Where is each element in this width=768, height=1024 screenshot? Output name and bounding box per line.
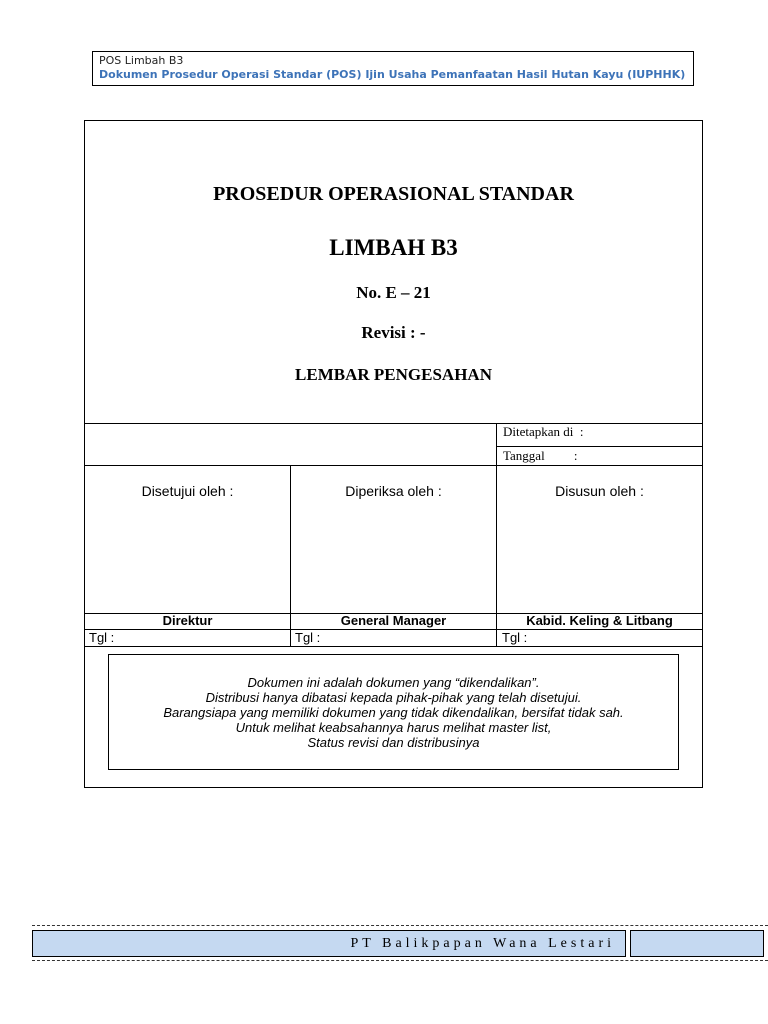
revision-label: Revisi : - — [361, 323, 426, 342]
document-header — [92, 51, 694, 86]
approval-sheet — [84, 120, 703, 788]
approver-date: Tgl : — [89, 630, 115, 645]
header-doc-short: POS Limbah B3 — [99, 54, 184, 67]
footer-divider-bottom — [32, 960, 768, 961]
controlled-document-notice — [108, 654, 679, 770]
divider — [85, 465, 702, 466]
notice-line: Untuk melihat keabsahannya harus melihat master list, — [235, 720, 552, 735]
footer-divider-top — [32, 925, 768, 926]
notice-line: Distribusi hanya dibatasi kepada pihak-pihak yang telah disetujui. — [205, 690, 582, 705]
notice-line: Status revisi dan distribusinya — [307, 735, 480, 750]
checker-date: Tgl : — [295, 630, 321, 645]
approved-by-heading: Disetujui oleh : — [141, 483, 234, 499]
prepared-by-heading: Disusun oleh : — [555, 483, 644, 499]
divider — [496, 446, 702, 447]
notice-line: Barangsiapa yang memiliki dokumen yang tidak dikendalikan, bersifat tidak sah. — [163, 705, 624, 720]
sheet-subject: LIMBAH B3 — [329, 235, 458, 260]
header-doc-full: Dokumen Prosedur Operasi Standar (POS) Ijin Usaha Pemanfaatan Hasil Hutan Kayu (IUPHHK) — [99, 68, 686, 81]
divider — [85, 646, 702, 647]
ditetapkan-field: Ditetapkan di : — [503, 424, 584, 439]
tanggal-field: Tanggal : — [503, 448, 578, 463]
notice-line: Dokumen ini adalah dokumen yang “dikendalikan”. — [247, 675, 540, 690]
preparer-date: Tgl : — [502, 630, 528, 645]
divider — [85, 629, 702, 630]
sheet-title: PROSEDUR OPERASIONAL STANDAR — [213, 183, 574, 205]
approver-role: Direktur — [162, 613, 213, 628]
checked-by-heading: Diperiksa oleh : — [345, 483, 442, 499]
document-number: No. E – 21 — [356, 283, 431, 302]
preparer-role: Kabid. Keling & Litbang — [526, 613, 673, 628]
divider — [85, 423, 702, 424]
checker-role: General Manager — [340, 613, 447, 628]
sheet-type: LEMBAR PENGESAHAN — [295, 365, 492, 384]
footer-page-box — [630, 930, 764, 957]
footer-company: PT Balikpapan Wana Lestari — [32, 930, 626, 957]
